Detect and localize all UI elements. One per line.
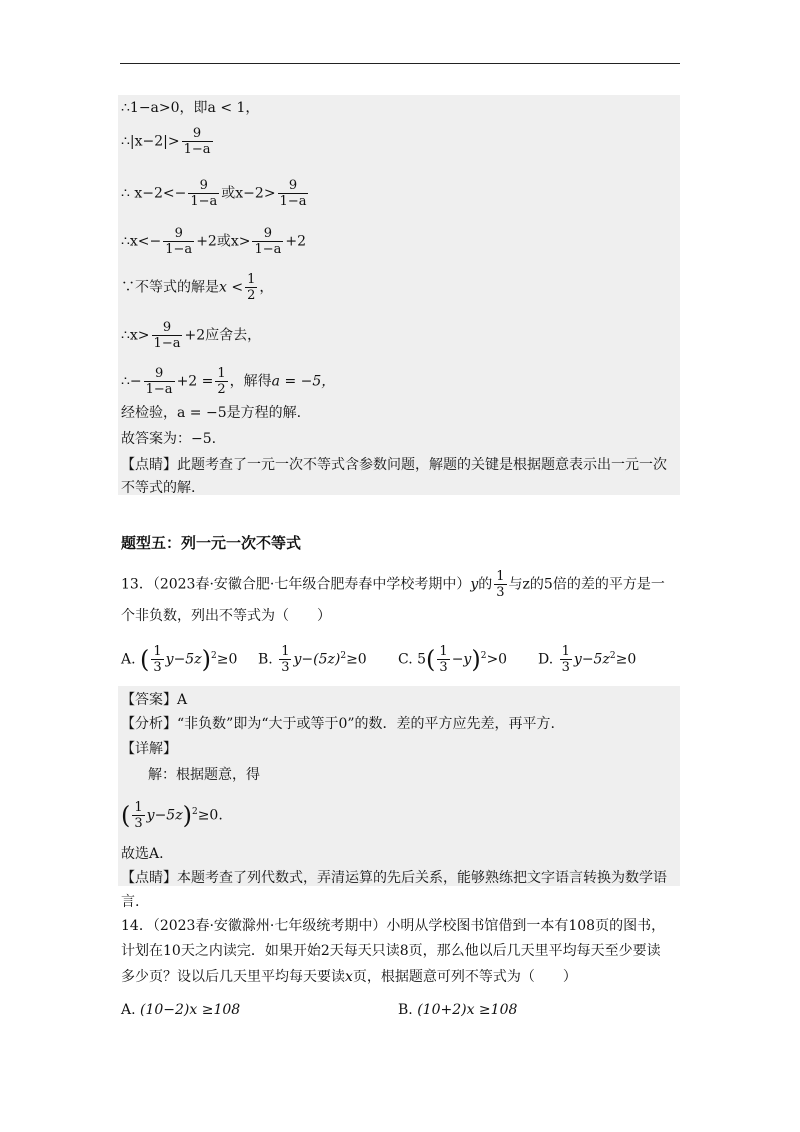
solution-line-2: ∴|x−2|> $\frac{9}{1-a}$	[121, 126, 211, 157]
header-rule	[120, 63, 680, 64]
q13-stem-line-1: 13．（2023春·安徽合肥·七年级合肥寿春中学校考期中）y的 $\frac{1}{3}$ 与z的5倍的差的平方是一	[121, 569, 665, 600]
fraction: $\frac{1}{3}$	[281, 644, 290, 675]
solution-line-5: ∵不等式的解是x < $\frac{1}{2}$ ，	[121, 272, 274, 303]
fraction: $\frac{9}{1-a}$	[145, 366, 173, 397]
fraction: $\frac{1}{3}$	[134, 800, 143, 831]
fraction: $\frac{1}{3}$	[496, 569, 505, 600]
fraction: $\frac{9}{1-a}$	[279, 178, 307, 209]
q13-solution-expression: ( $\frac{1}{3}$ y−5z)$^2$≥0.	[121, 800, 223, 831]
q13-detail-label: 【详解】	[121, 741, 177, 757]
q13-answer: 【答案】A	[121, 692, 188, 708]
q13-analysis: 【分析】“非负数”即为“大于或等于0”的数．差的平方应先差，再平方.	[121, 716, 555, 732]
fraction: $\frac{9}{1-a}$	[153, 320, 181, 351]
solution-line-1: ∴1−a>0，即a < 1，	[121, 100, 260, 116]
q13-option-b[interactable]: B. $\frac{1}{3}$ $y-(5z)^2\ge 0$	[258, 644, 367, 675]
solution-line-7: ∴− $\frac{9}{1-a}$ +2 = $\frac{1}{2}$ ，解得a = −5，	[121, 366, 336, 397]
solution-line-4: ∴x<− $\frac{9}{1-a}$ +2或x> $\frac{9}{1-a}$ +2	[121, 226, 307, 257]
section-title: 题型五：列一元一次不等式	[121, 534, 302, 552]
q14-stem-line-3: 多少页？设以后几天里平均每天要读x页，根据题意可列不等式为（ ）	[121, 969, 577, 985]
q13-choose: 故选A.	[121, 846, 164, 862]
fraction: $\frac{1}{3}$	[153, 644, 162, 675]
solution-line-3: ∴ x−2<− $\frac{9}{1-a}$ 或x−2> $\frac{9}{1-a}$	[121, 178, 307, 209]
solution-line-6: ∴x> $\frac{9}{1-a}$ +2应舍去，	[121, 320, 262, 351]
q13-option-d[interactable]: D. $\frac{1}{3}$ $y-5z^2\ge 0$	[538, 644, 637, 675]
fraction: $\frac{1}{3}$	[561, 644, 570, 675]
q14-stem-line-2: 计划在10天之内读完．如果开始2天每天只读8页，那么他以后几天里平均每天至少要读	[121, 943, 661, 959]
fraction: $\frac{9}{1-a}$	[190, 178, 218, 209]
fraction: $\frac{9}{1-a}$	[254, 226, 282, 257]
fraction: $\frac{9}{1-a}$	[183, 126, 211, 157]
q14-option-b[interactable]: B. (10+2)x ≥108	[398, 1002, 518, 1018]
q13-comment-line-2: 言.	[121, 894, 140, 910]
q13-stem-line-2: 个非负数，列出不等式为（ ）	[121, 608, 331, 624]
q13-option-a[interactable]: A. ( $\frac{1}{3}$ y−5z)$^2$≥0	[121, 644, 238, 675]
fraction: $\frac{1}{2}$	[217, 366, 226, 397]
q13-solution-line-1: 解：根据题意，得	[148, 767, 260, 783]
solution-comment-line-2: 不等式的解.	[121, 480, 196, 496]
q13-option-c[interactable]: C. 5( $\frac{1}{3}$ −y)$^2$>0	[398, 644, 508, 675]
solution-line-8: 经检验，a = −5是方程的解.	[121, 405, 302, 421]
fraction: $\frac{9}{1-a}$	[165, 226, 193, 257]
q14-stem-line-1: 14．（2023春·安徽滁州·七年级统考期中）小明从学校图书馆借到一本有108页的图书，	[121, 918, 666, 934]
solution-line-9: 故答案为：−5.	[121, 431, 217, 447]
q13-comment-line-1: 【点睛】本题考查了列代数式，弄清运算的先后关系，能够熟练把文字语言转换为数学语	[121, 870, 667, 886]
q14-option-a[interactable]: A. (10−2)x ≥108	[121, 1002, 241, 1018]
solution-comment-line-1: 【点睛】此题考查了一元一次不等式含参数问题，解题的关键是根据题意表示出一元一次	[121, 457, 667, 473]
fraction: $\frac{1}{2}$	[247, 272, 256, 303]
fraction: $\frac{1}{3}$	[439, 644, 448, 675]
